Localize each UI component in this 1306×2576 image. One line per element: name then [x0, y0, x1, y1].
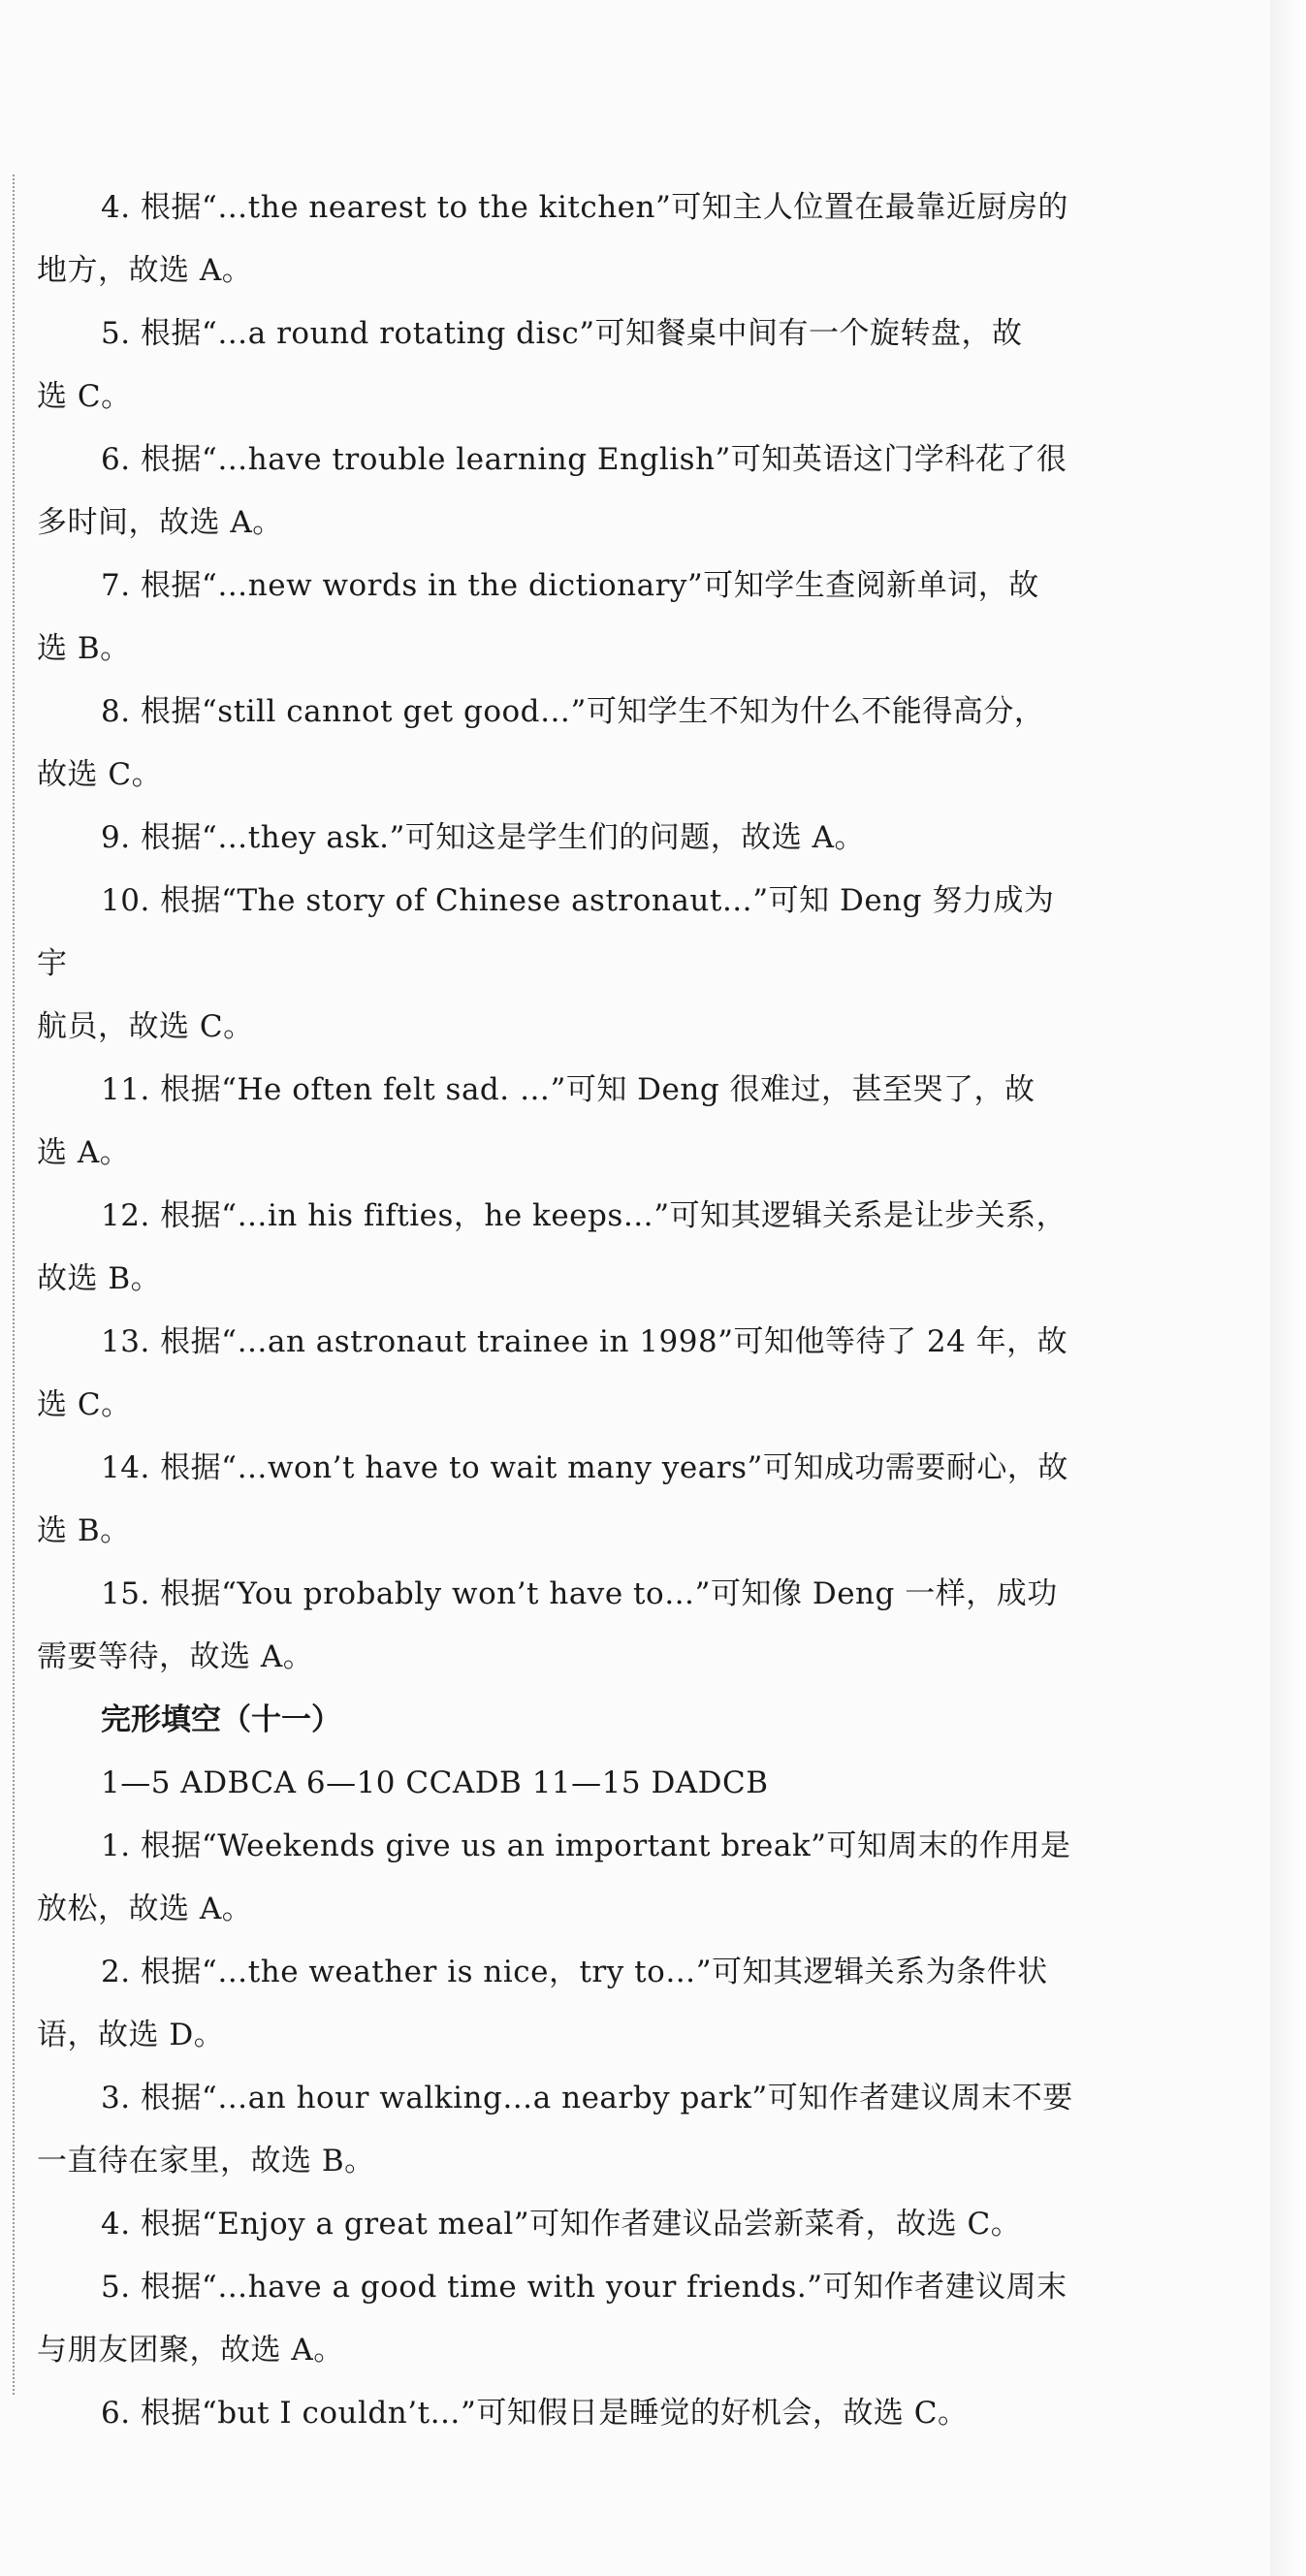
explanation-item — [37, 870, 1084, 1059]
answer-content — [37, 176, 1084, 2445]
explanation-line-1: 3. 根据“…an hour walking…a nearby park”可知作者建议周末不要 — [101, 2081, 1073, 2115]
explanation-item — [37, 1185, 1084, 1311]
section-title: 完形填空（十一） — [101, 1702, 341, 1737]
explanation-line-1: 6. 根据“but I couldn’t…”可知假日是睡觉的好机会，故选 C。 — [101, 2396, 969, 2431]
page-edge-shadow — [1270, 0, 1306, 2576]
explanation-line-2: 航员，故选 C。 — [37, 1009, 254, 1044]
explanation-line-1: 1. 根据“Weekends give us an important break”可知周末的作用是 — [101, 1829, 1071, 1863]
explanation-item — [37, 176, 1084, 302]
explanation-line-2: 地方，故选 A。 — [37, 253, 253, 288]
explanation-item — [37, 302, 1084, 429]
explanation-line-1: 11. 根据“He often felt sad. …”可知 Deng 很难过，甚至哭了，故 — [101, 1072, 1035, 1107]
explanation-line-1: 5. 根据“…a round rotating disc”可知餐桌中间有一个旋转盘，故 — [101, 316, 1023, 351]
explanation-line-2: 故选 B。 — [37, 1261, 162, 1296]
explanation-item — [37, 1563, 1084, 1689]
explanation-line-1: 4. 根据“…the nearest to the kitchen”可知主人位置在最靠近厨房的 — [101, 190, 1068, 225]
explanation-item — [37, 1437, 1084, 1563]
explanation-item — [37, 1059, 1084, 1185]
explanation-line-2: 需要等待，故选 A。 — [37, 1639, 314, 1674]
explanations-part-1 — [37, 176, 1084, 1689]
explanation-line-1: 5. 根据“…have a good time with your friends.”可知作者建议周末 — [101, 2270, 1067, 2305]
explanation-item — [37, 2382, 1084, 2445]
explanation-line-2: 多时间，故选 A。 — [37, 505, 283, 540]
explanation-line-1: 15. 根据“You probably won’t have to…”可知像 Deng 一样，成功 — [101, 1576, 1058, 1611]
explanation-line-1: 9. 根据“…they ask.”可知这是学生们的问题，故选 A。 — [101, 820, 866, 855]
explanation-line-2: 一直待在家里，故选 B。 — [37, 2144, 375, 2178]
explanation-line-2: 选 C。 — [37, 379, 132, 414]
explanation-line-2: 放松，故选 A。 — [37, 1892, 253, 1926]
explanation-item — [37, 429, 1084, 555]
explanation-item — [37, 2067, 1084, 2193]
explanation-line-1: 8. 根据“still cannot get good…”可知学生不知为什么不能得高分， — [101, 694, 1045, 729]
explanation-line-2: 选 A。 — [37, 1135, 131, 1170]
explanation-line-2: 故选 C。 — [37, 757, 163, 792]
explanation-item — [37, 1941, 1084, 2067]
explanation-item — [37, 2256, 1084, 2382]
explanation-line-1: 4. 根据“Enjoy a great meal”可知作者建议品尝新菜肴，故选 C。 — [101, 2207, 1022, 2242]
explanation-item — [37, 807, 1084, 870]
explanation-line-2: 选 C。 — [37, 1387, 132, 1422]
explanation-line-1: 14. 根据“…won’t have to wait many years”可知成功需要耐心，故 — [101, 1450, 1068, 1485]
explanation-line-1: 2. 根据“…the weather is nice，try to…”可知其逻辑关系为条件状 — [101, 1955, 1048, 1989]
explanation-item — [37, 1311, 1084, 1437]
explanation-item — [37, 555, 1084, 681]
explanation-line-1: 13. 根据“…an astronaut trainee in 1998”可知他等待了 24 年，故 — [101, 1324, 1068, 1359]
explanation-line-1: 12. 根据“…in his fifties，he keeps…”可知其逻辑关系是让步关系， — [101, 1198, 1067, 1233]
explanation-line-2: 选 B。 — [37, 1513, 131, 1548]
explanation-line-2: 语，故选 D。 — [37, 2018, 225, 2052]
explanation-line-1: 10. 根据“The story of Chinese astronaut…”可知 Deng 努力成为宇 — [37, 883, 1055, 981]
explanation-line-1: 7. 根据“…new words in the dictionary”可知学生查阅新单词，故 — [101, 568, 1039, 603]
explanations-part-2 — [37, 1815, 1084, 2445]
explanation-line-2: 与朋友团聚，故选 A。 — [37, 2333, 344, 2368]
explanation-item — [37, 1815, 1084, 1941]
explanation-line-2: 选 B。 — [37, 631, 131, 666]
explanation-item — [37, 2193, 1084, 2256]
answer-key: 1—5 ADBCA 6—10 CCADB 11—15 DADCB — [101, 1765, 769, 1800]
explanation-item — [37, 681, 1084, 807]
explanation-line-1: 6. 根据“…have trouble learning English”可知英语这门学科花了很 — [101, 442, 1067, 477]
